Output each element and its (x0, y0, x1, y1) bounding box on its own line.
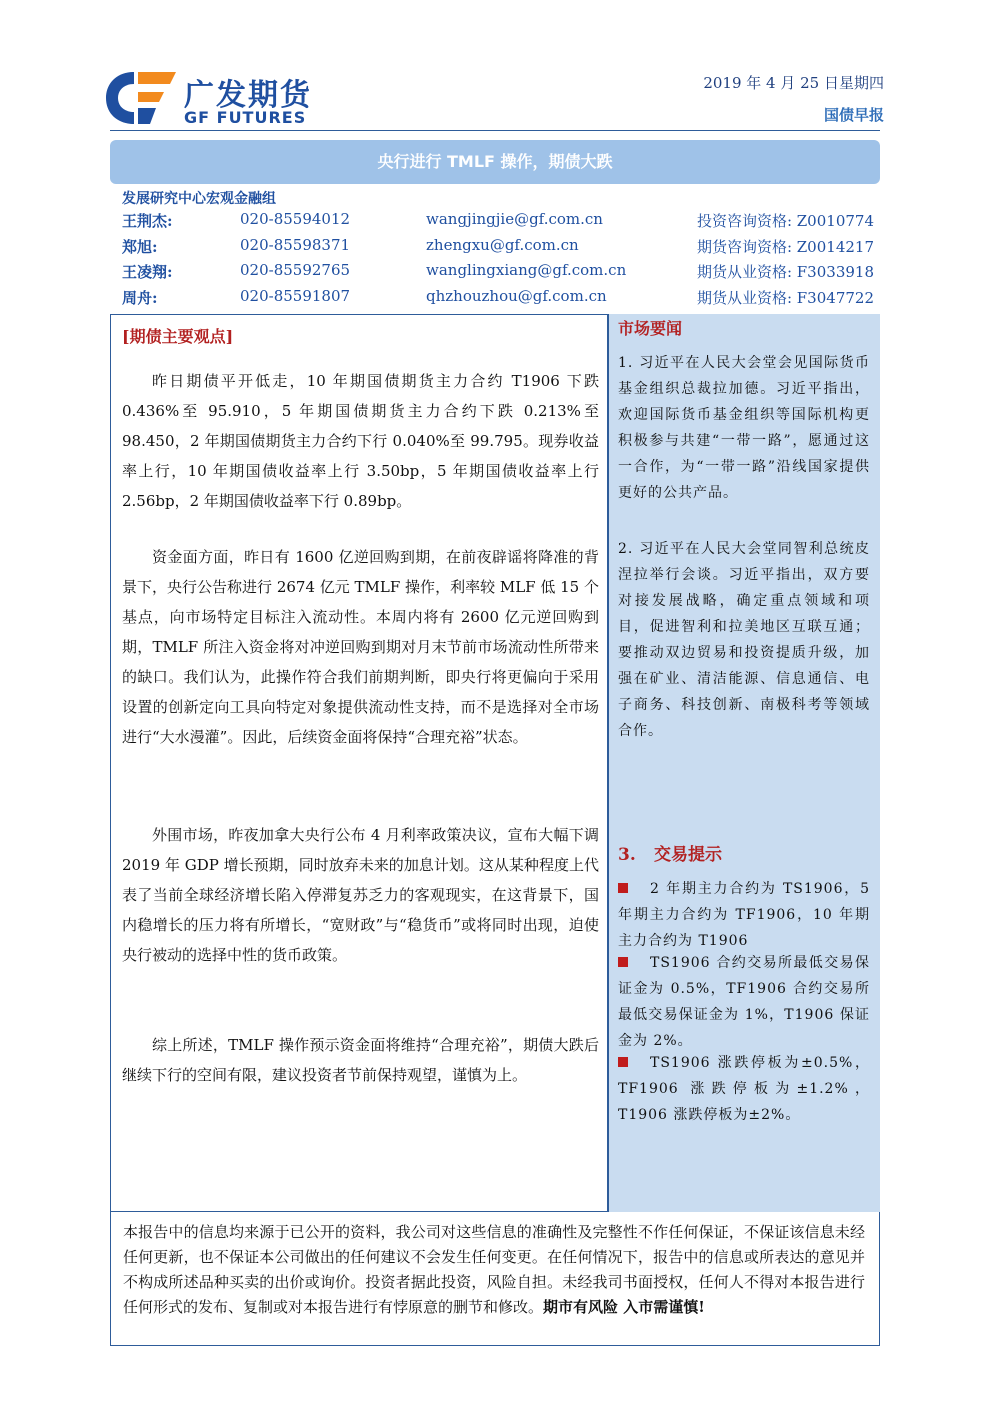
header-divider (110, 130, 880, 131)
disclaimer-text: 本报告中的信息均来源于已公开的资料，我公司对这些信息的准确性及完整性不作任何保证，不保证该信息未经任何更新，也不保证本公司做出的任何建议不会发生任何变更。在任何情况下，报告中的信息或所表达的意见并不构成所述品种买卖的出价或询价。投资者据此投资，风险自担。未经我司书面授权，任何人不得对本报告进行任何形式的发布、复制或对本报告进行有悖原意的删节和修改。 (123, 1223, 865, 1316)
market-news-heading: 市场要闻 (618, 319, 683, 338)
contact-name: 王荆杰: (122, 212, 173, 230)
contact-phone: 020-85594012 (240, 210, 351, 228)
contact-email[interactable]: qhzhouzhou@gf.com.cn (426, 287, 607, 305)
main-view-paragraph: 昨日期债平开低走，10 年期国债期货主力合约 T1906 下跌 0.436%至 95.910，5 年期国债期货主力合约下跌 0.213%至 98.450，2 年期国债期货主力合约下行 0.040%至 99.795。现券收益率上行，10 年期国债收益率上行 3.50bp，5 年期国债收益率上行 2.56bp，2 年期国债收益率下行 0.89bp。 (122, 372, 599, 510)
square-bullet-icon (618, 1057, 628, 1067)
trade-tip-item (618, 1050, 870, 1128)
contact-cert: 期货从业资格: F3047722 (696, 289, 874, 307)
report-date: 2019 年 4 月 25 日星期四 (703, 74, 884, 92)
report-type: 国债早报 (823, 106, 884, 124)
news-item: 1. 习近平在人民大会堂会见国际货币基金组织总裁拉加德。习近平指出，欢迎国际货币基金组织等国际机构更积极参与共建“一带一路”，愿通过这一合作，为“一带一路”沿线国家提供更好的公共产品。 (618, 355, 870, 501)
contact-phone: 020-85592765 (240, 261, 351, 279)
report-title: 央行进行 TMLF 操作，期债大跌 (110, 140, 880, 184)
team-name: 发展研究中心宏观金融组 (122, 191, 276, 207)
trade-tip-item (618, 950, 870, 1054)
square-bullet-icon (618, 883, 628, 893)
news-item: 2. 习近平在人民大会堂同智利总统皮涅拉举行会谈。习近平指出，双方要对接发展战略，确定重点领域和项目，促进智利和拉美地区互联互通；要推动双边贸易和投资提质升级，加强在矿业、清洁能源、信息通信、电子商务、科技创新、南极科考等领域合作。 (618, 541, 870, 739)
company-logo (104, 68, 354, 128)
contact-phone: 020-85598371 (240, 236, 351, 254)
trade-tip-text: TS1906 合约交易所最低交易保证金为 0.5%，TF1906 合约交易所最低交易保证金为 1%，T1906 保证金为 2%。 (618, 955, 870, 1049)
main-view-paragraph: 外围市场，昨夜加拿大央行公布 4 月利率政策决议，宣布大幅下调 2019 年 GDP 增长预期，同时放弃未来的加息计划。这从某种程度上代表了当前全球经济增长陷入停滞复苏乏力的客观现实，在这背景下，国内稳增长的压力将有所增长，“宽财政”与“稳货币”或将同时出现，迫使央行被动的选择中性的货币政策。 (122, 826, 599, 964)
contact-name: 王凌翔: (122, 263, 173, 281)
contact-email[interactable]: wangjingjie@gf.com.cn (426, 210, 603, 228)
contact-cert: 投资咨询资格: Z0010774 (696, 212, 874, 230)
square-bullet-icon (618, 957, 628, 967)
contact-cert: 期货咨询资格: Z0014217 (696, 238, 874, 256)
disclaimer-box (110, 1212, 880, 1346)
contact-name: 郑旭: (122, 238, 158, 256)
logo-english-name: GF FUTURES (184, 108, 307, 127)
main-view-paragraph: 综上所述，TMLF 操作预示资金面将维持“合理充裕”，期债大跌后继续下行的空间有限，建议投资者节前保持观望，谨慎为上。 (122, 1036, 599, 1084)
trade-tips-title: 交易提示 (654, 845, 722, 865)
contact-email[interactable]: zhengxu@gf.com.cn (426, 236, 579, 254)
contact-row (122, 236, 874, 258)
trade-tip-item (618, 876, 870, 954)
contact-row (122, 261, 874, 283)
trade-tips-heading (618, 840, 722, 865)
risk-warning: 期市有风险 入市需谨慎! (543, 1298, 705, 1316)
main-view-paragraph: 资金面方面，昨日有 1600 亿逆回购到期，在前夜辟谣将降准的背景下，央行公告称进行 2674 亿元 TMLF 操作，利率较 MLF 低 15 个基点，向市场特定目标注入流动性。本周内将有 2600 亿元逆回购到期，TMLF 所注入资金将对冲逆回购到期对月末节前市场流动性所带来的缺口。我们认为，此操作符合我们前期判断，即央行将更偏向于采用设置的创新定向工具向特定对象提供流动性支持，而不是选择对全市场进行“大水漫灌”。因此，后续资金面将保持“合理充裕”状态。 (122, 548, 599, 746)
logo-chinese-name: 广发期货 (184, 78, 312, 113)
contact-row (122, 287, 874, 309)
contact-cert: 期货从业资格: F3033918 (696, 263, 874, 281)
main-view-heading: [期债主要观点] (122, 327, 234, 346)
contact-name: 周舟: (122, 289, 158, 307)
contact-row (122, 210, 874, 232)
trade-tip-text: TS1906 涨跌停板为±0.5%，TF1906 涨跌停板为±1.2%，T1906 涨跌停板为±2%。 (618, 1055, 870, 1123)
trade-tip-text: 2 年期主力合约为 TS1906，5 年期主力合约为 TF1906，10 年期主力合约为 T1906 (618, 881, 870, 949)
contact-email[interactable]: wanglingxiang@gf.com.cn (426, 261, 627, 279)
contact-phone: 020-85591807 (240, 287, 351, 305)
gf-logo-icon (104, 68, 178, 128)
trade-tips-number: 3. (618, 845, 636, 865)
